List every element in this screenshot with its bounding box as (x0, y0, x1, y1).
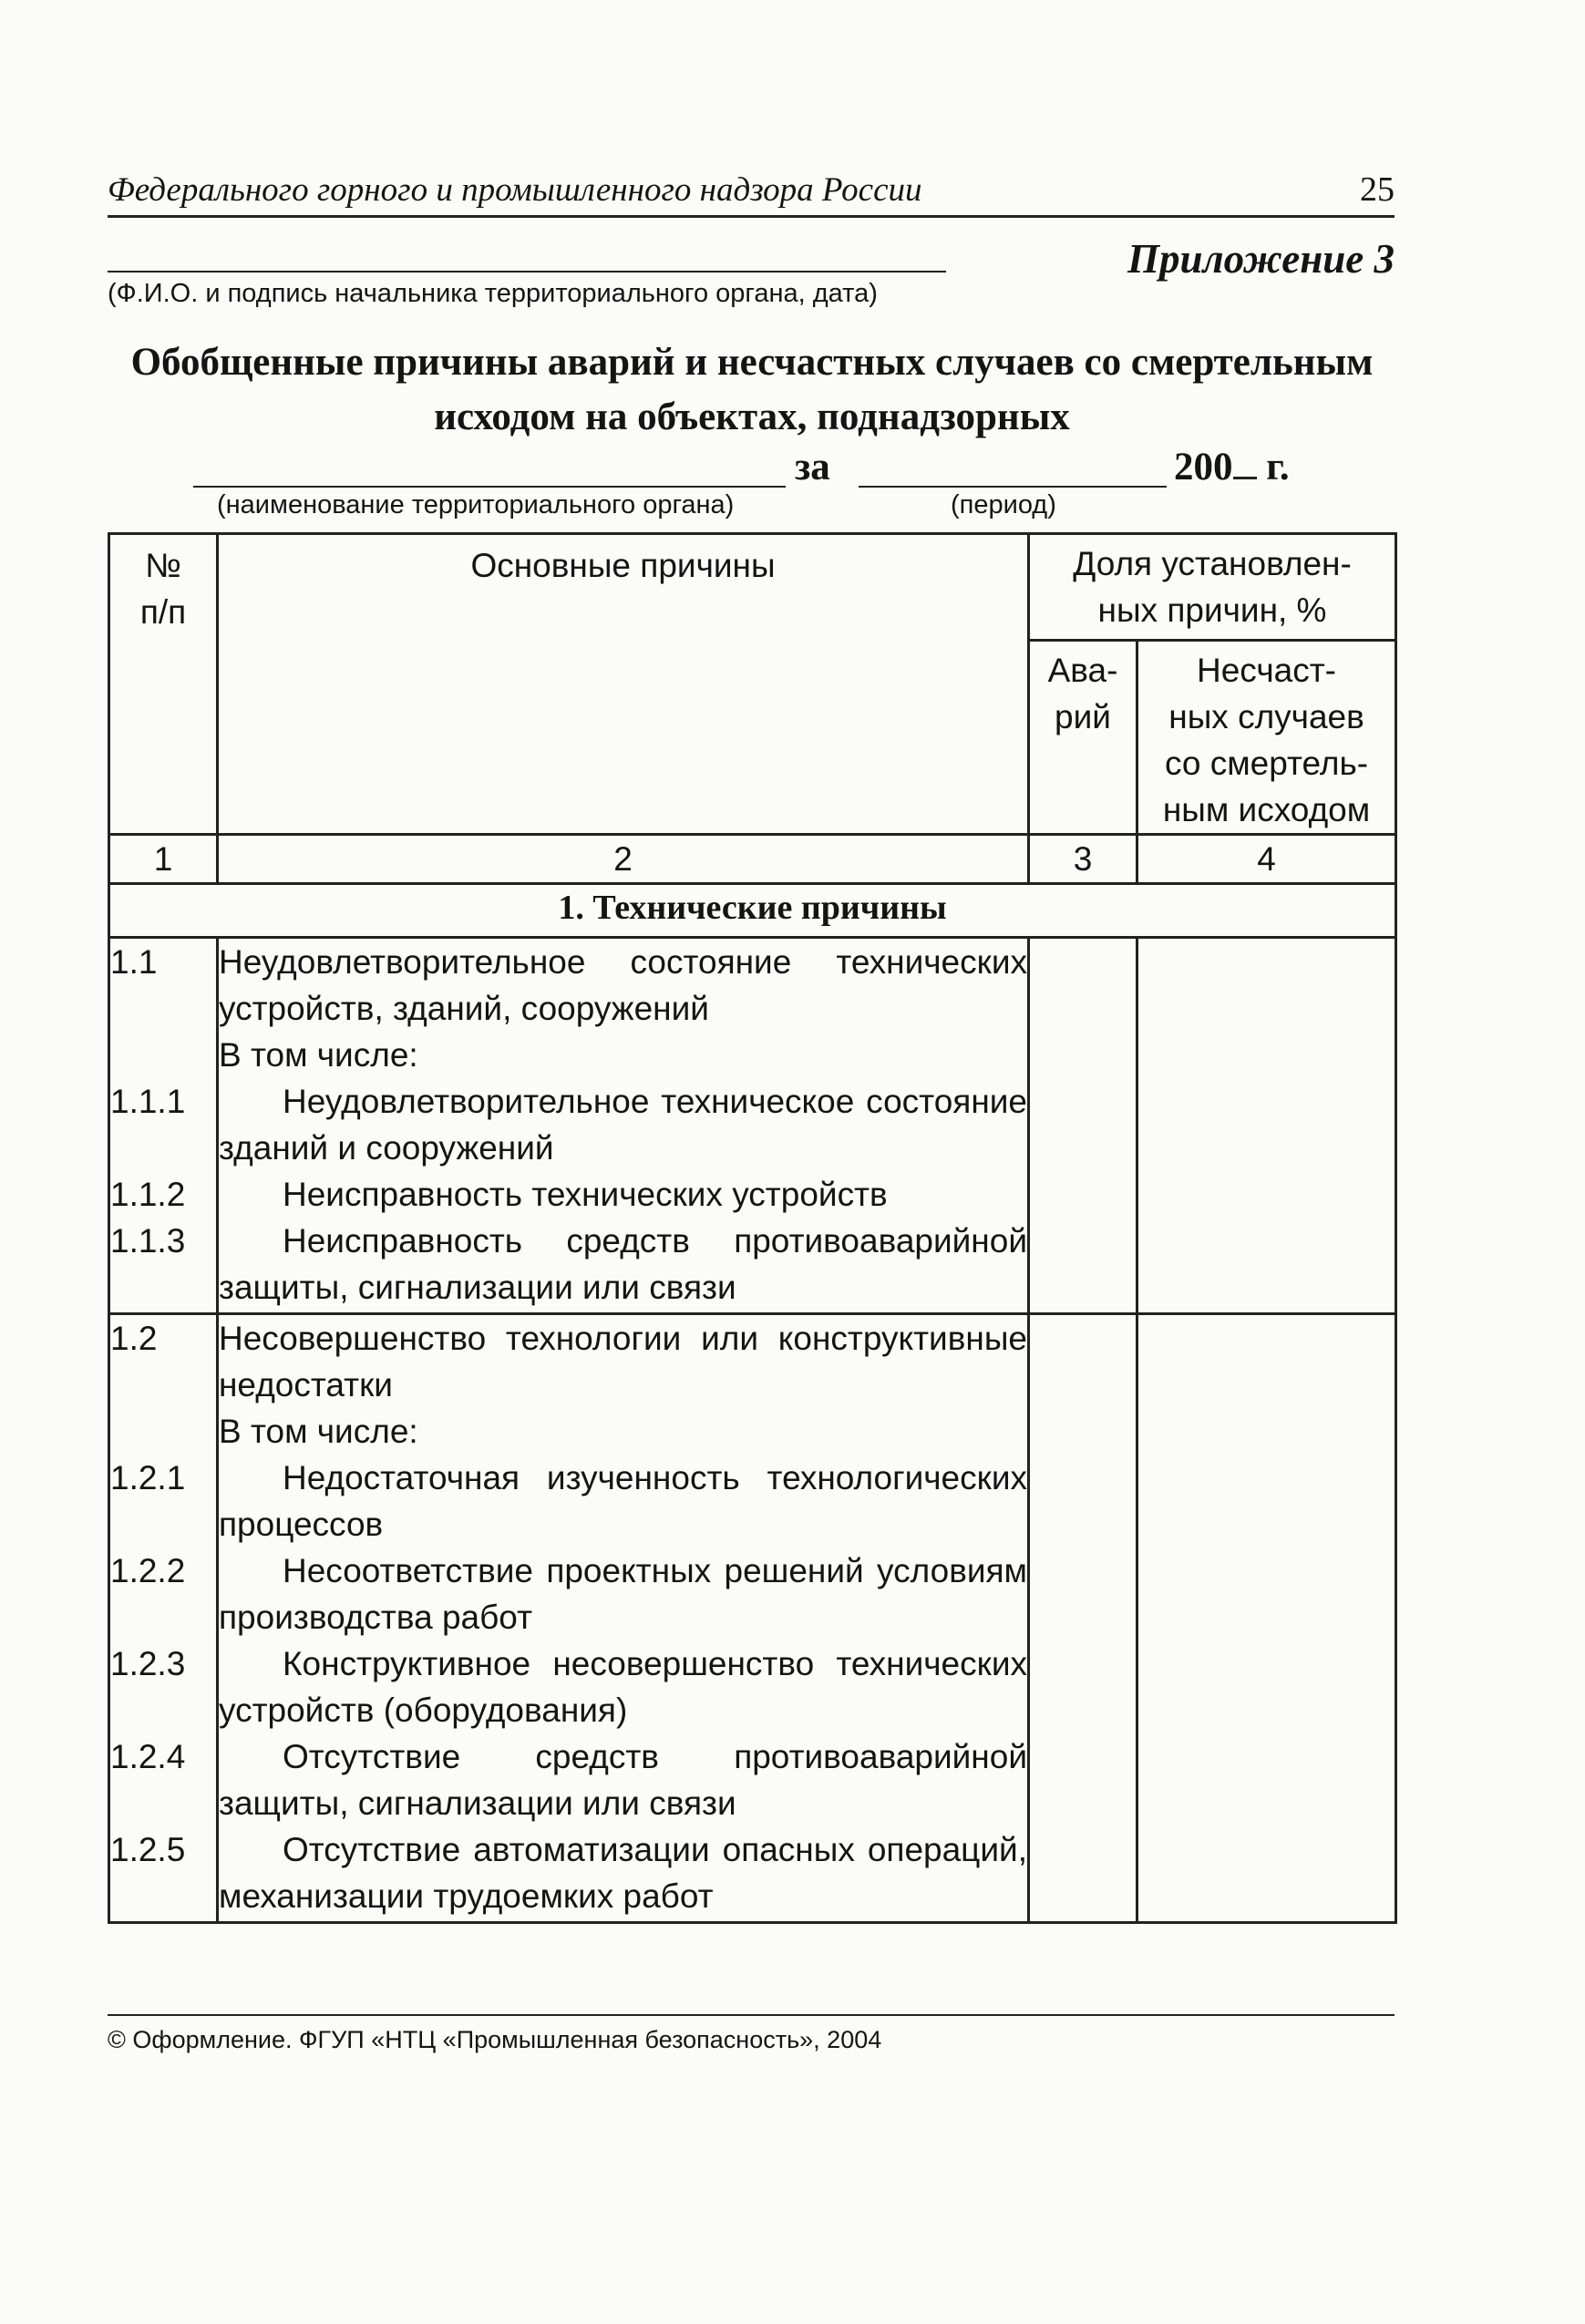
accidents-cell (1029, 1733, 1137, 1826)
header-accidents-line2: рий (1055, 698, 1111, 735)
footer-rule (108, 2014, 1395, 2016)
header-accidents (1029, 641, 1137, 835)
accidents-cell (1029, 938, 1137, 1033)
row-number: 1.2.5 (109, 1826, 218, 1923)
table-row (109, 1218, 1396, 1314)
row-number: 1.1.1 (109, 1078, 218, 1171)
row-text: В том числе: (218, 1032, 1029, 1078)
row-text: Недостаточная изученность технологических процессов (218, 1455, 1029, 1548)
fatal-cell (1137, 1455, 1396, 1548)
header-fatal (1137, 641, 1396, 835)
column-number: 4 (1137, 835, 1396, 884)
row-number (109, 1408, 218, 1455)
column-number: 3 (1029, 835, 1137, 884)
signature-line (108, 271, 946, 273)
accidents-cell (1029, 1408, 1137, 1455)
header-rule (108, 215, 1395, 218)
fatal-cell (1137, 1733, 1396, 1826)
year-blank (1233, 449, 1257, 479)
row-text: Несовершенство технологии или конструктивные недостатки (218, 1314, 1029, 1409)
running-head (108, 170, 1395, 210)
header-fatal-line3: со смертель- (1164, 745, 1369, 782)
table-row (109, 1733, 1396, 1826)
table-row (109, 938, 1396, 1033)
row-number: 1.2.2 (109, 1548, 218, 1640)
table-row (109, 1078, 1396, 1171)
header-fatal-line1: Несчаст- (1197, 652, 1337, 689)
row-text: В том числе: (218, 1408, 1029, 1455)
running-head-text: Федерального горного и промышленного надзора России (108, 171, 922, 209)
accidents-cell (1029, 1826, 1137, 1923)
signature-caption: (Ф.И.О. и подпись начальника территориального органа, дата) (108, 279, 878, 308)
year-field (1174, 445, 1290, 489)
row-number: 1.2.3 (109, 1640, 218, 1733)
row-number (109, 1032, 218, 1078)
fatal-cell (1137, 1078, 1396, 1171)
za-label: за (795, 446, 830, 488)
fatal-cell (1137, 1218, 1396, 1314)
causes-table (108, 532, 1397, 1924)
appendix-label: Приложение 3 (1127, 236, 1395, 282)
fatal-cell (1137, 1408, 1396, 1455)
table-row (109, 1548, 1396, 1640)
org-name-line (193, 486, 786, 488)
header-fatal-line4: ным исходом (1162, 791, 1371, 828)
fatal-cell (1137, 1314, 1396, 1409)
accidents-cell (1029, 1314, 1137, 1409)
column-number: 1 (109, 835, 218, 884)
header-share-line1: Доля установлен- (1073, 545, 1352, 582)
table-row (109, 1640, 1396, 1733)
row-number: 1.1.3 (109, 1218, 218, 1314)
year-prefix: 200 (1174, 446, 1233, 488)
accidents-cell (1029, 1171, 1137, 1218)
section-row (109, 884, 1396, 938)
header-accidents-line1: Ава- (1047, 652, 1118, 689)
table-row (109, 1408, 1396, 1455)
row-number: 1.2 (109, 1314, 218, 1409)
header-num (109, 534, 218, 835)
org-caption: (наименование территориального органа) (217, 490, 735, 519)
row-number: 1.2.1 (109, 1455, 218, 1548)
title-line-1: Обобщенные причины аварий и несчастных случаев со смертельным (130, 341, 1374, 384)
header-fatal-line2: ных случаев (1168, 698, 1364, 735)
column-number: 2 (218, 835, 1029, 884)
document-title (100, 335, 1404, 445)
fatal-cell (1137, 1826, 1396, 1923)
footer-copyright: © Оформление. ФГУП «НТЦ «Промышленная безопасность», 2004 (108, 2026, 882, 2053)
table-row (109, 1171, 1396, 1218)
section-title: 1. Технические причины (109, 884, 1396, 938)
fatal-cell (1137, 1032, 1396, 1078)
table-header-row (109, 534, 1396, 641)
accidents-cell (1029, 1640, 1137, 1733)
table-row (109, 1455, 1396, 1548)
accidents-cell (1029, 1455, 1137, 1548)
row-text: Неудовлетворительное техническое состояние зданий и сооружений (218, 1078, 1029, 1171)
accidents-cell (1029, 1218, 1137, 1314)
fatal-cell (1137, 1640, 1396, 1733)
table-row (109, 1826, 1396, 1923)
row-text: Неисправность средств противоаварийной защиты, сигнализации или связи (218, 1218, 1029, 1314)
page-number: 25 (1360, 170, 1395, 209)
header-num-line1: № (145, 547, 181, 584)
row-text: Конструктивное несовершенство технических устройств (оборудования) (218, 1640, 1029, 1733)
period-line (859, 486, 1167, 488)
fatal-cell (1137, 1171, 1396, 1218)
row-text: Несоответствие проектных решений условиям производства работ (218, 1548, 1029, 1640)
fatal-cell (1137, 938, 1396, 1033)
row-text: Неудовлетворительное состояние технических устройств, зданий, сооружений (218, 938, 1029, 1033)
period-caption: (период) (951, 490, 1056, 519)
row-text: Неисправность технических устройств (218, 1171, 1029, 1218)
header-causes: Основные причины (218, 534, 1029, 835)
row-number: 1.1 (109, 938, 218, 1033)
accidents-cell (1029, 1032, 1137, 1078)
column-numbers-row (109, 835, 1396, 884)
row-text: Отсутствие средств противоаварийной защиты, сигнализации или связи (218, 1733, 1029, 1826)
row-number: 1.2.4 (109, 1733, 218, 1826)
title-line-2: исходом на объектах, поднадзорных (434, 396, 1070, 438)
header-share (1029, 534, 1396, 641)
accidents-cell (1029, 1078, 1137, 1171)
fatal-cell (1137, 1548, 1396, 1640)
table-row (109, 1314, 1396, 1409)
header-share-line2: ных причин, % (1097, 591, 1327, 629)
header-num-line2: п/п (139, 593, 187, 631)
accidents-cell (1029, 1548, 1137, 1640)
year-suffix: г. (1266, 446, 1290, 488)
table-row (109, 1032, 1396, 1078)
row-number: 1.1.2 (109, 1171, 218, 1218)
row-text: Отсутствие автоматизации опасных операций, механизации трудоемких работ (218, 1826, 1029, 1923)
